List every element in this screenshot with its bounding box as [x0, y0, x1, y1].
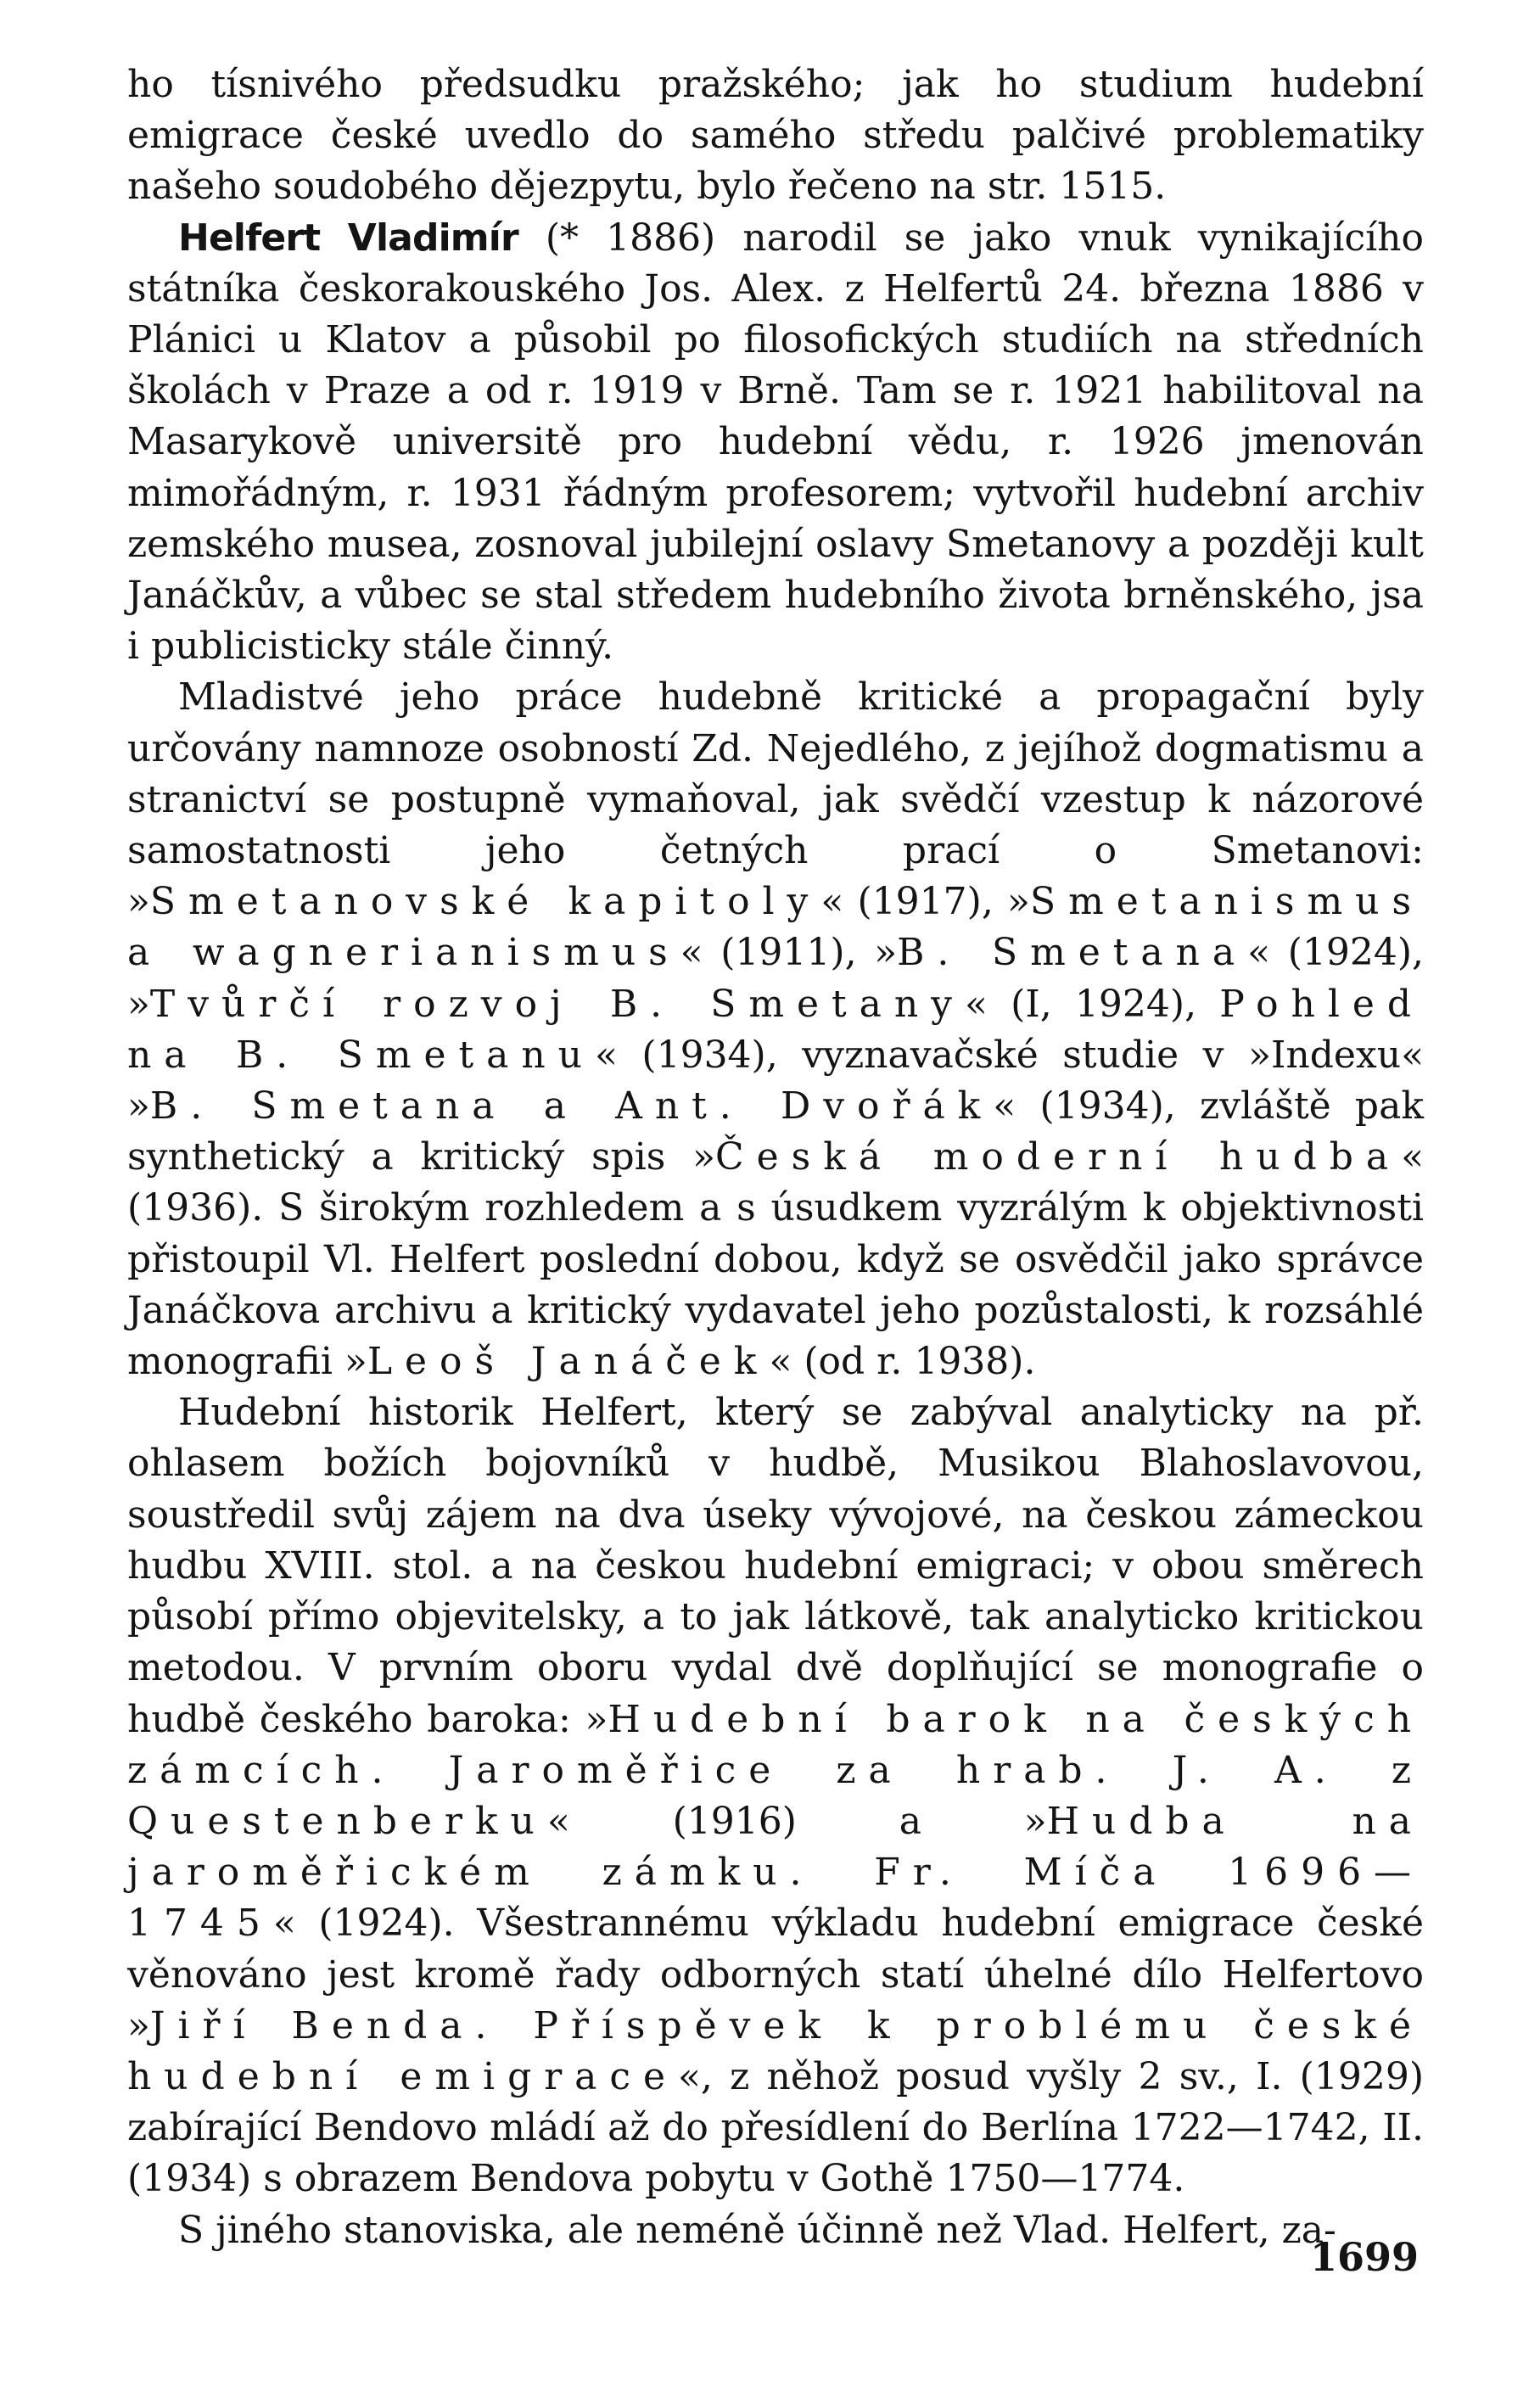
p3-text-5: « (I, 1924),	[965, 982, 1220, 1026]
p3-text-6: « (1934), vyznavačské studie v »Indexu« »	[127, 1033, 1424, 1129]
paragraph-2	[127, 213, 1424, 673]
work-title-hudebni-barok: Hudební barok na českých zámcích. Jaroměřice za hrab. J. A. z Questenberku	[127, 1697, 1425, 1843]
p4-text-1: Hudební historik Helfert, který se zabýval analyticky na př. ohlasem božích bojovníků v hudbě, Musikou Blahoslavovou, soustředil svůj zájem na dva úseky vývojové, na českou zámeckou hudbu XVIII. stol. a na českou hudební emigraci; v obou směrech působí přímo objevitelsky, a to jak látkově, tak analyticko kritickou metodou. V prvním oboru vydal dvě doplňující se monografie o hudbě českého baroka: »	[127, 1391, 1424, 1741]
paragraph-1: ho tísnivého předsudku pražského; jak ho studium hudební emigrace české uvedlo do samého středu palčivé problematiky našeho soudobého dějezpytu, bylo řečeno na str. 1515.	[127, 63, 1424, 209]
work-title-ceska-moderni-hudba: Česká moderní hudba	[715, 1135, 1402, 1179]
work-title-b-smetana: B. Smetana	[897, 931, 1248, 975]
paragraph-2-text: (* 1886) narodil se jako vnuk vynikajícího státníka českorakouského Jos. Alex. z Helfertů 24. března 1886 v Plánici u Klatov a působil po filosofických studiích na středních školách v Praze a od r. 1919 v Brně. Tam se r. 1921 habilitoval na Masarykově universitě pro hudební vědu, r. 1926 jmenován mimořádným, r. 1931 řádným profesorem; vytvořil hudební archiv zemského musea, zosnoval jubilejní oslavy Smetanovy a později kult Janáčkův, a vůbec se stal středem hudebního života brněnského, jsa i publicisticky stále činný.	[127, 216, 1424, 669]
p4-text-2: « (1916) a »	[546, 1799, 1047, 1843]
paragraph-5: S jiného stanoviska, ale neméně účinně než Vlad. Helfert, za-	[178, 2208, 1336, 2252]
work-title-smetana-a-dvorak: B. Smetana a Ant. Dvořák	[149, 1084, 994, 1129]
p3-text-1: Mladistvé jeho práce hudebně kritické a propagační byly určovány namnoze osobností Zd. Nejedlého, z jejíhož dogmatismu a stranictví se postupně vymaňoval, jak svědčí vzestup k názorové samostatnosti jeho četných prací o Smetanovi: »	[127, 675, 1424, 924]
p3-text-7: « (1934), zvláště pak synthetický a kritický spis »	[127, 1084, 1424, 1179]
p3-text-4: « (1924), »	[127, 931, 1425, 1026]
work-title-leos-janacek: Leoš Janáček	[367, 1340, 770, 1384]
p3-text-2: « (1917), »	[820, 880, 1030, 924]
entry-headword: Helfert Vladimír	[178, 216, 518, 260]
paragraph-3	[127, 672, 1424, 1387]
p3-text-3: « (1911), »	[680, 931, 898, 975]
paragraph-4	[127, 1387, 1424, 2204]
work-title-smetanismus: Smetanismus a wagnerianismus	[127, 880, 1424, 975]
p4-text-3: « (1924). Všestrannému výkladu hudební emigrace české věnováno jest kromě řady odborných statí úhelné dílo Helfertovo »	[127, 1902, 1424, 2047]
p4-text-4: «, z něhož posud vyšly 2 sv., I. (1929) zabírající Bendovo mládí až do přesídlení do Berlína 1722—1742, II. (1934) s obrazem Bendova pobytu v Gothě 1750—1774.	[127, 2054, 1424, 2201]
work-title-smetanovske-kapitoly: Smetanovské kapitoly	[149, 880, 821, 924]
book-page	[127, 59, 1424, 2384]
work-title-pohled-na-smetanu: Pohled na B. Smetanu	[127, 982, 1424, 1077]
work-title-jiri-benda: Jiří Benda. Příspěvek k problému české hudební emigrace	[127, 2003, 1424, 2098]
work-title-tvurci-rozvoj: Tvůrčí rozvoj B. Smetany	[149, 982, 965, 1026]
page-number: 1699	[1309, 2234, 1419, 2280]
work-title-hudba-na-jaromerickem-zamku: Hudba na jaroměřickém zámku. Fr. Míča 1696—1745	[127, 1799, 1425, 1946]
p3-text-9: « (od r. 1938).	[769, 1340, 1036, 1384]
body-text	[127, 59, 1424, 2256]
p3-text-8: « (1936). S širokým rozhledem a s úsudkem vyzrálým k objektivnosti přistoupil Vl. Helfert poslední dobou, když se osvědčil jako správce Janáčkova archivu a kritický vydavatel jeho pozůstalosti, k rozsáhlé monografii »	[127, 1135, 1424, 1384]
